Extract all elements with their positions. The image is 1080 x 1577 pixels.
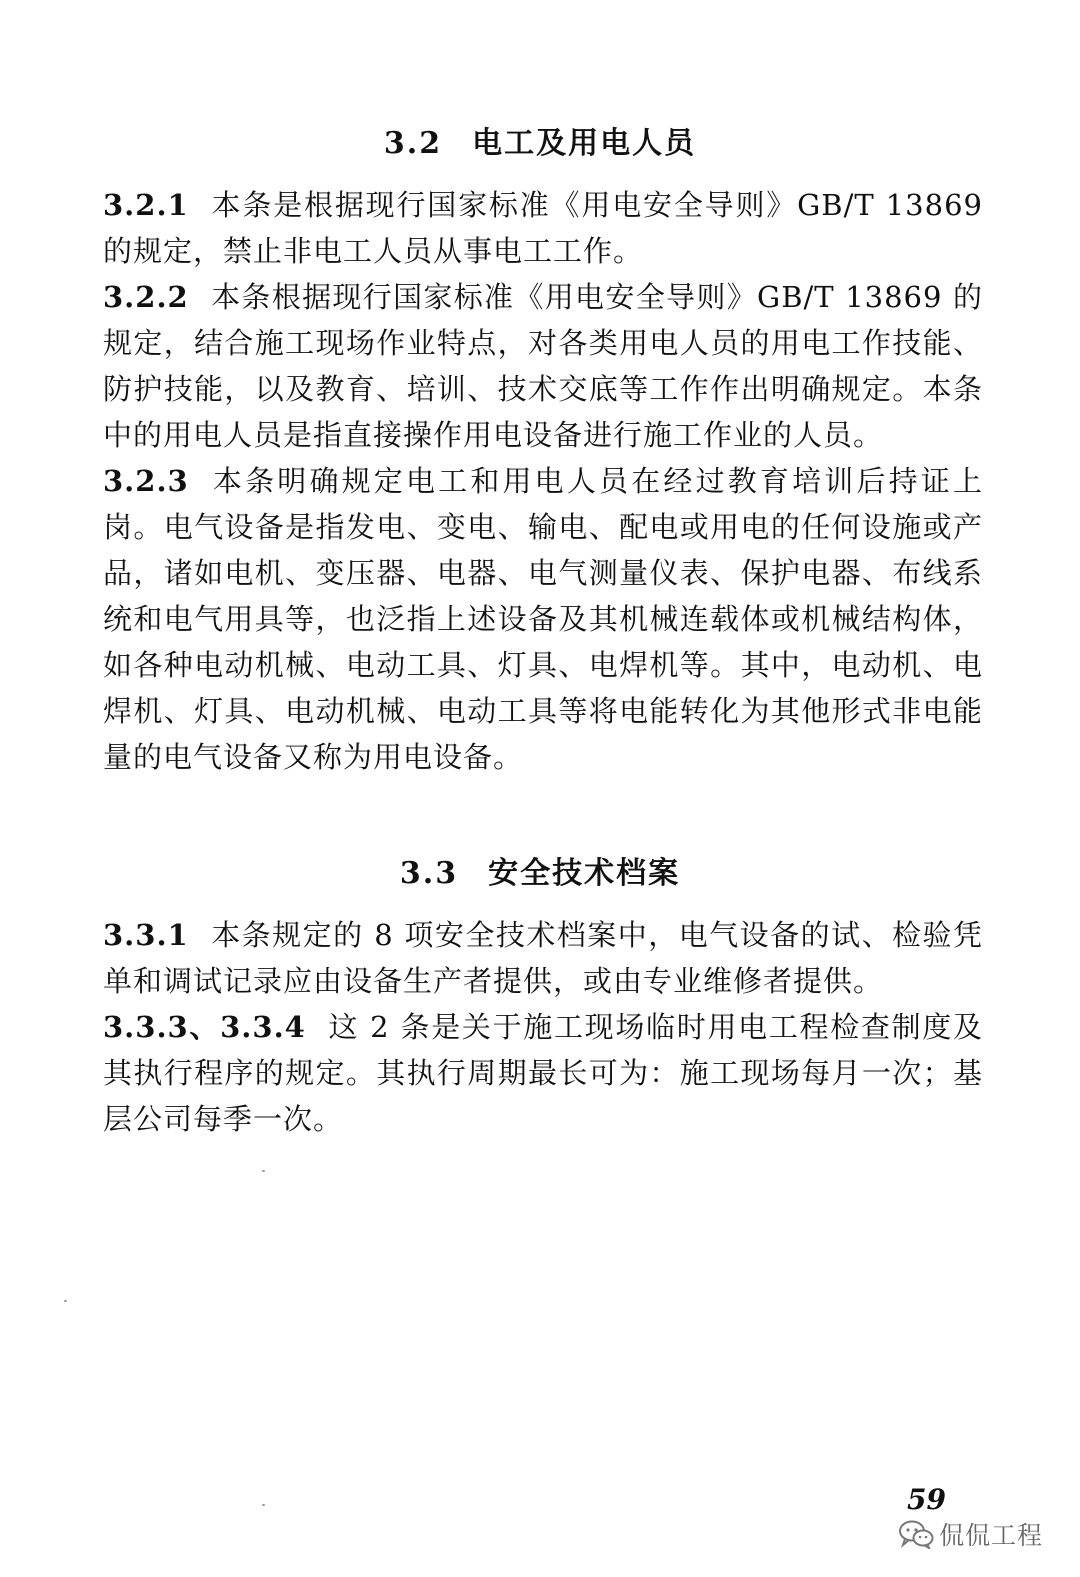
clause-number: 3.2.3 bbox=[103, 464, 189, 498]
clause-text: 本条是根据现行国家标准《用电安全导则》GB/T 13869的规定，禁止非电工人员从事电工工作。 bbox=[103, 188, 983, 268]
clause-3-3-1 bbox=[103, 912, 983, 1004]
clause-3-2-3 bbox=[103, 458, 983, 780]
clause-text: 本条根据现行国家标准《用电安全导则》GB/T 13869 的规定，结合施工现场作业特点，对各类用电人员的用电工作技能、防护技能，以及教育、培训、技术交底等工作作出明确规定。本条中的用电人员是指直接操作用电设备进行施工作业的人员。 bbox=[103, 280, 983, 452]
section-title: 电工及用电人员 bbox=[472, 126, 697, 161]
page-number: 59 bbox=[907, 1483, 946, 1516]
watermark-text: 侃侃工程 bbox=[939, 1521, 1044, 1550]
section-body-3-2 bbox=[103, 182, 983, 780]
section-body-3-3 bbox=[103, 912, 983, 1142]
clause-number: 3.3.3、3.3.4 bbox=[103, 1010, 306, 1044]
clause-number: 3.2.1 bbox=[103, 188, 189, 222]
clause-3-2-1 bbox=[103, 182, 983, 274]
scan-speck bbox=[64, 1300, 67, 1302]
section-heading-3-2 bbox=[0, 118, 1080, 162]
section-number: 3.3 bbox=[399, 856, 459, 891]
scan-speck bbox=[262, 1504, 265, 1506]
clause-text: 本条明确规定电工和用电人员在经过教育培训后持证上岗。电气设备是指发电、变电、输电、配电或用电的任何设施或产品，诸如电机、变压器、电器、电气测量仪表、保护电器、布线系统和电气用具等，也泛指上述设备及其机械连载体或机械结构体，如各种电动机械、电动工具、灯具、电焊机等。其中，电动机、电焊机、灯具、电动机械、电动工具等将电能转化为其他形式非电能量的电气设备又称为用电设备。 bbox=[103, 464, 983, 774]
clause-number: 3.2.2 bbox=[103, 280, 189, 314]
section-heading-3-3 bbox=[0, 848, 1080, 892]
section-title: 安全技术档案 bbox=[488, 856, 681, 891]
clause-3-3-3-4 bbox=[103, 1004, 983, 1142]
clause-number: 3.3.1 bbox=[103, 918, 189, 952]
clause-3-2-2 bbox=[103, 274, 983, 458]
clause-text: 本条规定的 8 项安全技术档案中，电气设备的试、检验凭单和调试记录应由设备生产者提供，或由专业维修者提供。 bbox=[103, 918, 983, 998]
scan-speck bbox=[262, 1170, 265, 1172]
section-number: 3.2 bbox=[383, 126, 443, 161]
watermark bbox=[898, 1514, 1043, 1554]
clause-text: 这 2 条是关于施工现场临时用电工程检查制度及其执行程序的规定。其执行周期最长可为：施工现场每月一次；基层公司每季一次。 bbox=[103, 1010, 983, 1136]
wechat-icon bbox=[898, 1519, 934, 1549]
